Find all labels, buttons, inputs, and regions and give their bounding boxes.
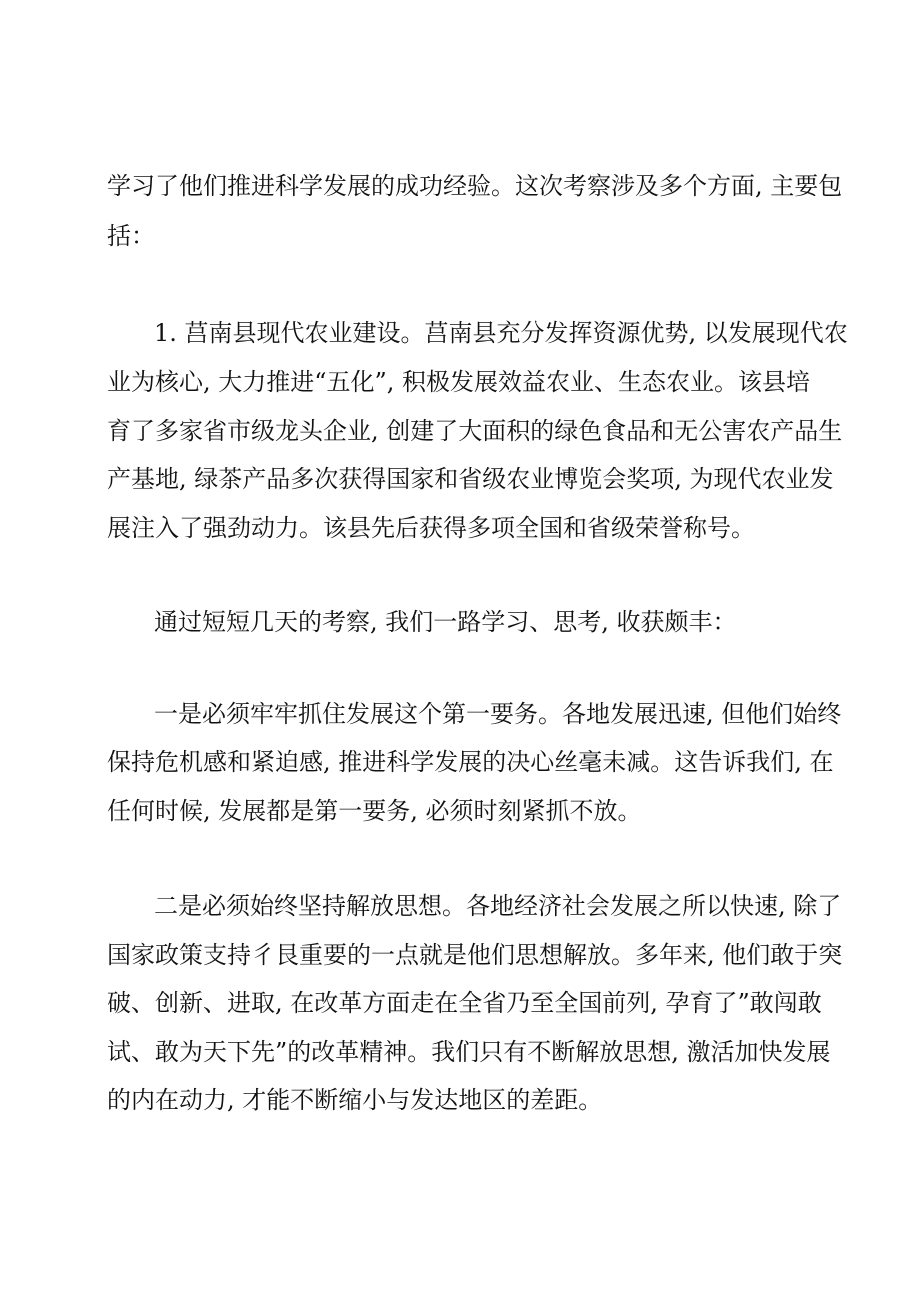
paragraph-5-line-3: 破、创新、进取, 在改革方面走在全省乃至全国前列, 孕育了”敢闯敢 <box>107 989 822 1017</box>
paragraph-5-line-1: 二是必须始终坚持解放思想。各地经济社会发展之所以快速, 除了 <box>154 892 842 920</box>
paragraph-1-line-1: 学习了他们推进科学发展的成功经验。这次考察涉及多个方面, 主要包 <box>107 172 843 200</box>
paragraph-4-line-2: 保持危机感和紧迫感, 推进科学发展的决心丝毫未减。这告诉我们, 在 <box>107 748 834 776</box>
paragraph-1-line-2: 括： <box>107 222 155 250</box>
paragraph-2-line-4: 产基地, 绿茶产品多次获得国家和省级农业博览会奖项, 为现代农业发 <box>107 465 834 493</box>
paragraph-3-line-1: 通过短短几天的考察, 我们一路学习、思考, 收获颇丰： <box>154 608 737 636</box>
paragraph-5-line-2: 国家政策支持彳艮重要的一点就是他们思想解放。多年来, 他们敢于突 <box>107 941 843 969</box>
paragraph-4-line-1: 一是必须牢牢抓住发展这个第一要务。各地发展迅速, 但他们始终 <box>154 700 842 728</box>
paragraph-5-line-5: 的内在动力, 才能不断缩小与发达地区的差距。 <box>107 1086 603 1114</box>
paragraph-4-line-3: 任何时候, 发展都是第一要务, 必须时刻紧抓不放。 <box>107 797 642 825</box>
paragraph-2-line-5: 展注入了强劲动力。该县先后获得多项全国和省级荣誉称号。 <box>107 514 755 542</box>
paragraph-5-line-4: 试、敢为天下先”的改革精神。我们只有不断解放思想, 激活加快发展 <box>107 1038 831 1066</box>
paragraph-2-line-3: 育了多家省市级龙头企业, 创建了大面积的绿色食品和无公害农产品生 <box>107 417 843 445</box>
paragraph-2-line-1: 1. 莒南县现代农业建设。莒南县充分发挥资源优势, 以发展现代农 <box>154 319 848 347</box>
paragraph-2-line-2: 业为核心, 大力推进“五化”, 积极发展效益农业、生态农业。该县培 <box>107 368 811 396</box>
